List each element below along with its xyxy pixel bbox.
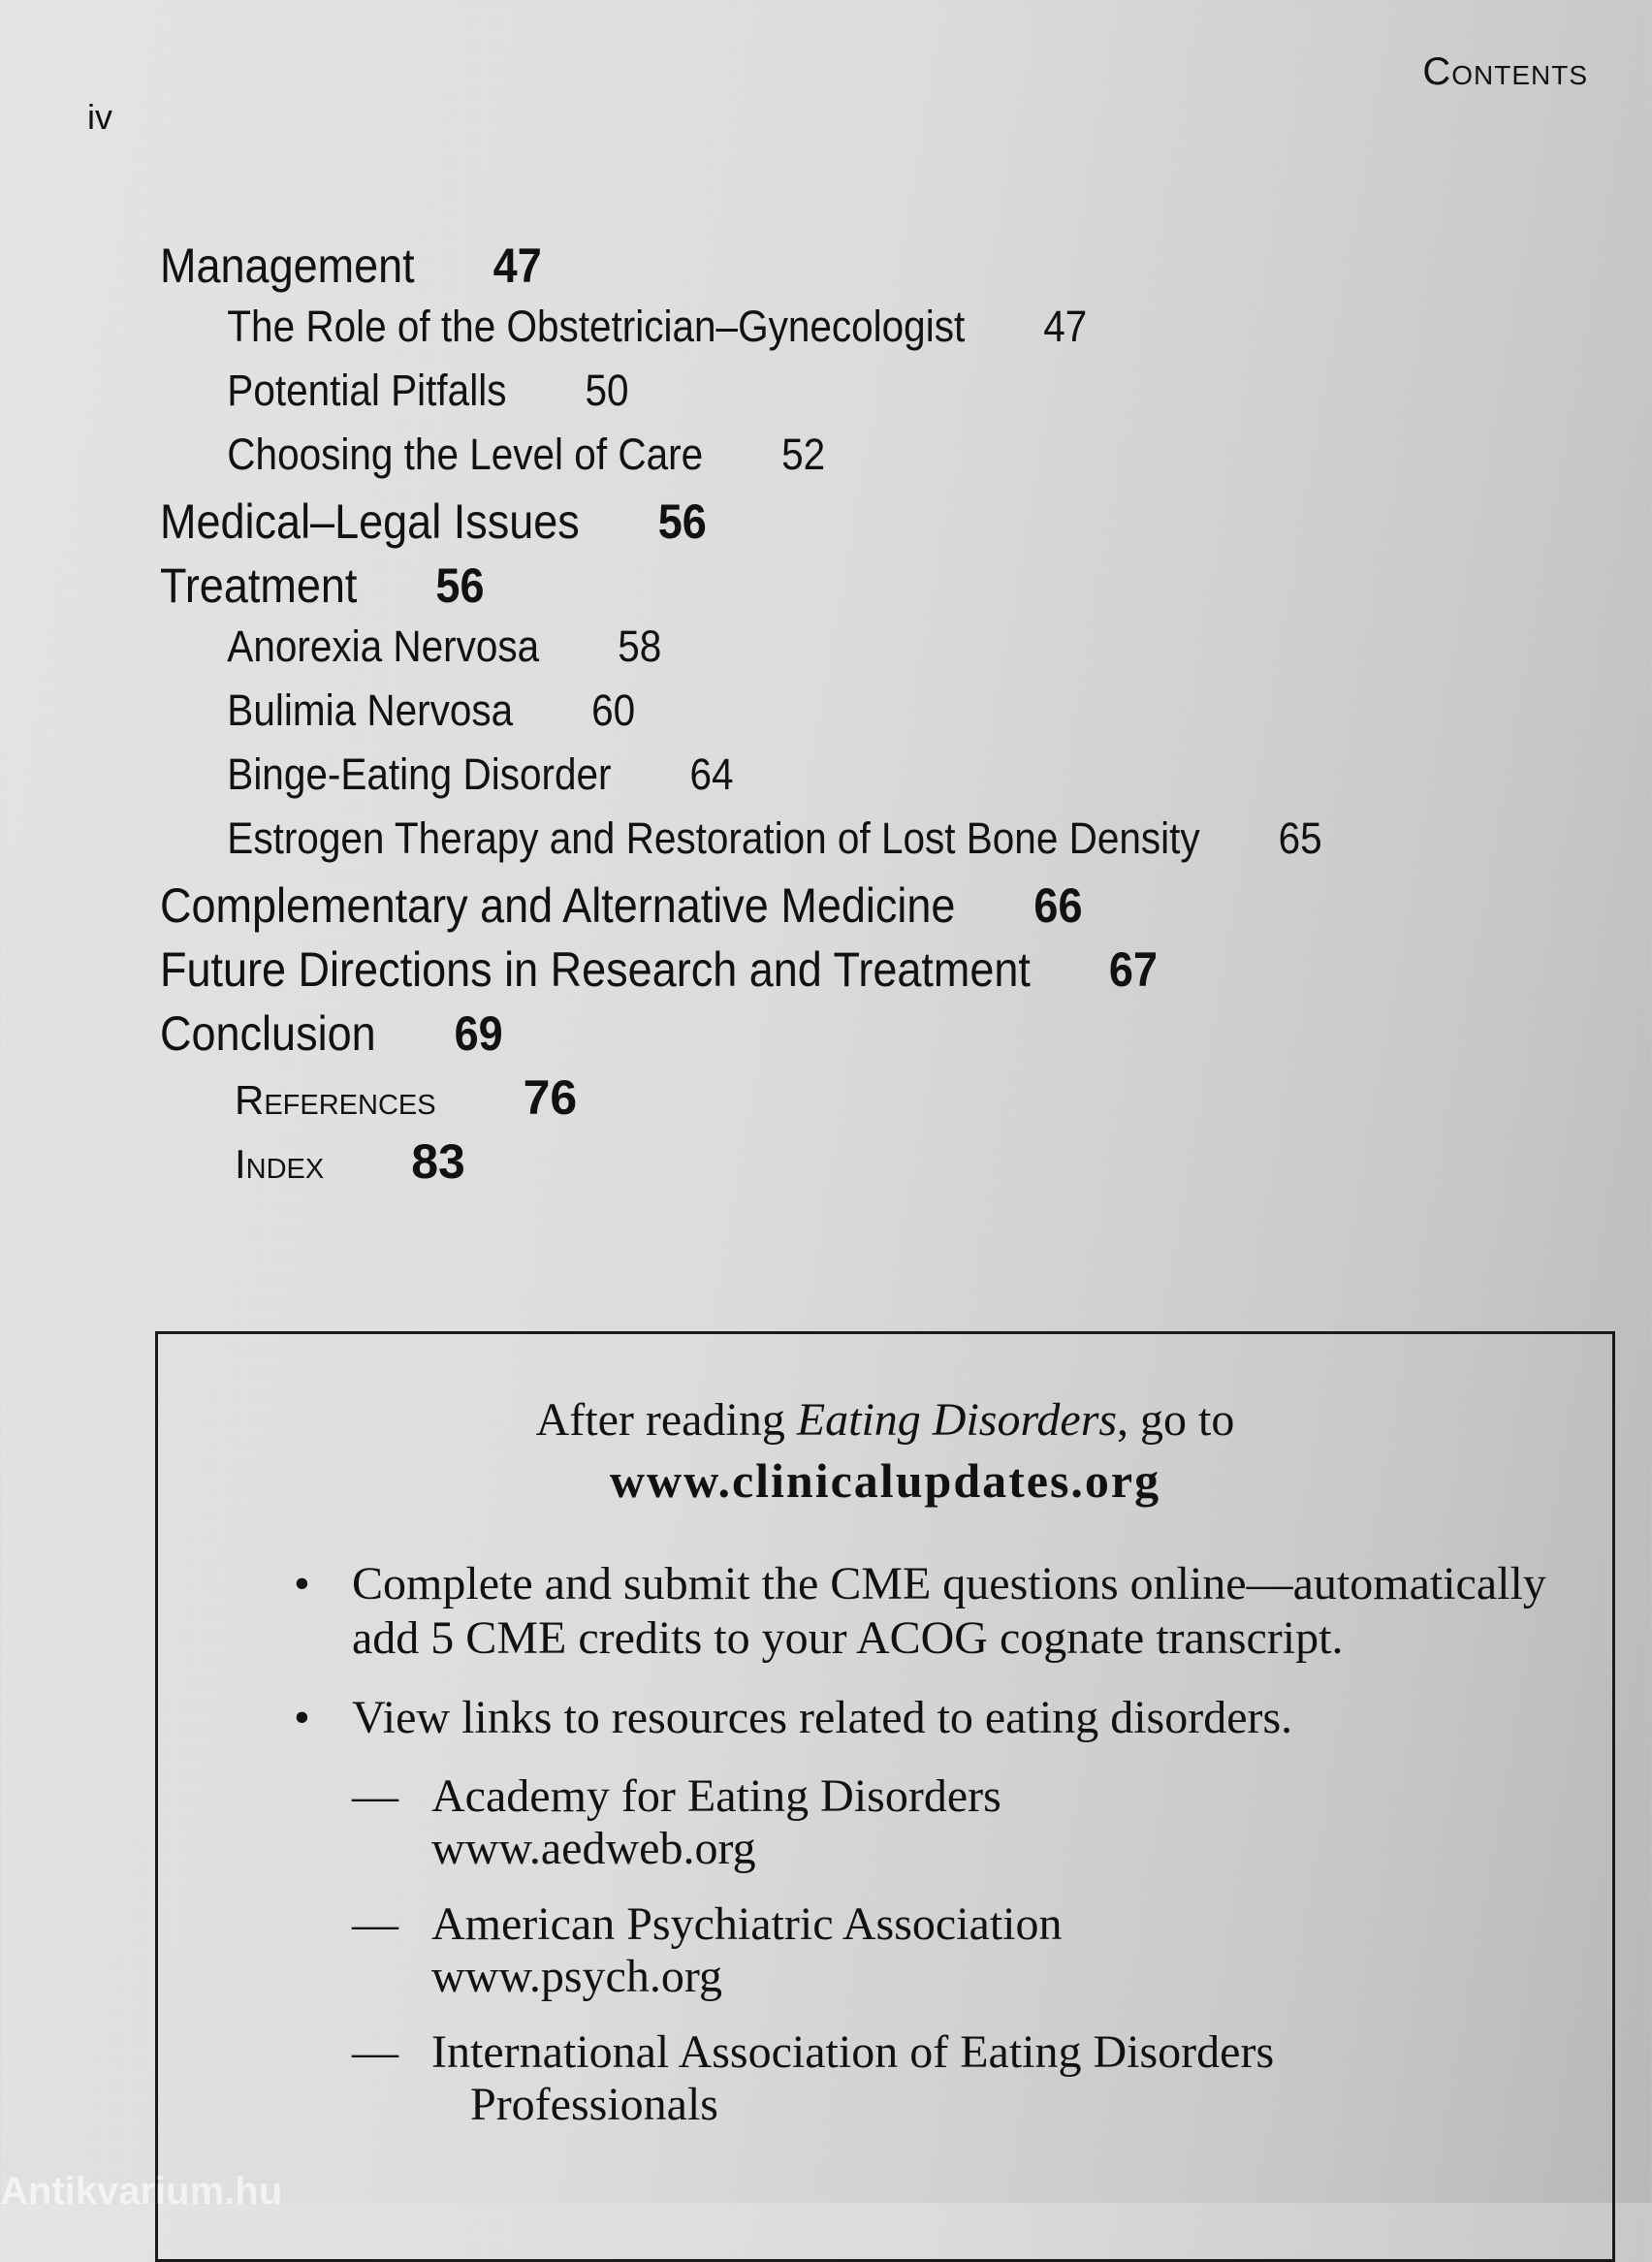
resource-item: [294, 1770, 1573, 1875]
toc-entry: [160, 366, 1382, 430]
toc-entry-page: 47: [492, 239, 542, 293]
book-title: Eating Disorders: [796, 1394, 1118, 1446]
bullet-item: [294, 1557, 1573, 1666]
toc-entry-page: 67: [1108, 942, 1158, 997]
resource-item: [294, 2026, 1573, 2131]
bullet-icon: •: [294, 1692, 310, 1743]
toc-entry-title: Management: [160, 239, 415, 293]
resource-name-continued: Professionals: [470, 2079, 718, 2130]
box-heading-prefix: After reading: [535, 1394, 797, 1446]
toc-entry: [160, 749, 1382, 813]
toc-entry-page: 66: [1033, 878, 1083, 933]
toc-entry: [160, 302, 1382, 366]
bullet-text: View links to resources related to eating disorders.: [352, 1692, 1293, 1743]
resource-name: International Association of Eating Disorders: [431, 2026, 1275, 2078]
bullet-text: Complete and submit the CME questions online—automatically add 5 CME credits to your ACOG cognate transcript.: [352, 1558, 1546, 1664]
toc-entry-title: Anorexia Nervosa: [227, 621, 540, 671]
dash-icon: —: [352, 1898, 398, 1950]
toc-entry-title: Medical–Legal Issues: [160, 494, 580, 549]
box-heading-suffix: , go to: [1117, 1394, 1235, 1446]
toc-entry-page: 65: [1278, 813, 1322, 863]
page-number: iv: [87, 97, 112, 137]
toc-entry: [160, 813, 1382, 877]
toc-entry: [160, 1005, 1382, 1069]
toc-entry-page: 56: [435, 558, 485, 613]
toc-entry-page: 64: [689, 749, 734, 799]
cme-info-box: [155, 1331, 1615, 2262]
toc-entry-title: References: [235, 1077, 436, 1123]
dash-icon: —: [352, 1770, 398, 1822]
resource-url: www.psych.org: [431, 1951, 722, 2002]
toc-entry-page: 58: [618, 621, 662, 671]
toc-entry-title: The Role of the Obstetrician–Gynecologist: [227, 302, 966, 351]
toc-entry-title: Future Directions in Research and Treatment: [160, 942, 1031, 997]
toc-entry: [160, 877, 1382, 941]
toc-entry-title: Potential Pitfalls: [227, 366, 507, 415]
box-heading: [158, 1392, 1612, 1449]
toc-entry: [160, 430, 1382, 494]
watermark: Antikvarium.hu: [0, 2170, 283, 2213]
toc-entry-page: 76: [523, 1070, 578, 1125]
toc-entry-title: Estrogen Therapy and Restoration of Lost Bone Density: [227, 813, 1200, 863]
resource-name: Academy for Eating Disorders: [431, 1770, 1001, 1822]
dash-icon: —: [352, 2026, 398, 2078]
table-of-contents: [160, 238, 1517, 1197]
toc-entry-title: Index: [235, 1141, 325, 1187]
toc-entry: [160, 238, 1382, 302]
toc-entry-page: 83: [411, 1134, 465, 1189]
toc-entry-title: Conclusion: [160, 1006, 376, 1061]
resource-list: [294, 1770, 1573, 2131]
resource-url: www.aedweb.org: [431, 1823, 756, 1874]
resource-item: [294, 1898, 1573, 2003]
bullet-item: [294, 1691, 1573, 1745]
toc-entry-title: Bulimia Nervosa: [227, 685, 514, 735]
toc-entry-title: Choosing the Level of Care: [227, 430, 704, 479]
toc-entry-page: 60: [591, 685, 636, 735]
toc-entry-back-matter: [160, 1133, 1517, 1197]
bullet-icon: •: [294, 1558, 310, 1609]
toc-entry-page: 69: [454, 1006, 503, 1061]
toc-entry: [160, 941, 1382, 1005]
toc-entry: [160, 494, 1382, 558]
toc-entry-title: Treatment: [160, 558, 358, 613]
toc-entry-page: 50: [585, 366, 629, 415]
running-head: Contents: [1422, 50, 1588, 93]
toc-entry: [160, 558, 1382, 621]
bullet-list: [294, 1557, 1573, 2154]
toc-entry-title: Complementary and Alternative Medicine: [160, 878, 956, 933]
toc-entry-page: 47: [1043, 302, 1088, 351]
toc-entry: [160, 685, 1382, 749]
toc-entry-back-matter: [160, 1069, 1517, 1133]
clinical-updates-url: www.clinicalupdates.org: [609, 1452, 1161, 1508]
toc-entry-title: Binge-Eating Disorder: [227, 749, 612, 799]
toc-entry: [160, 621, 1382, 685]
toc-entry-page: 56: [657, 494, 707, 549]
resource-name: American Psychiatric Association: [431, 1898, 1063, 1950]
toc-entry-page: 52: [781, 430, 826, 479]
